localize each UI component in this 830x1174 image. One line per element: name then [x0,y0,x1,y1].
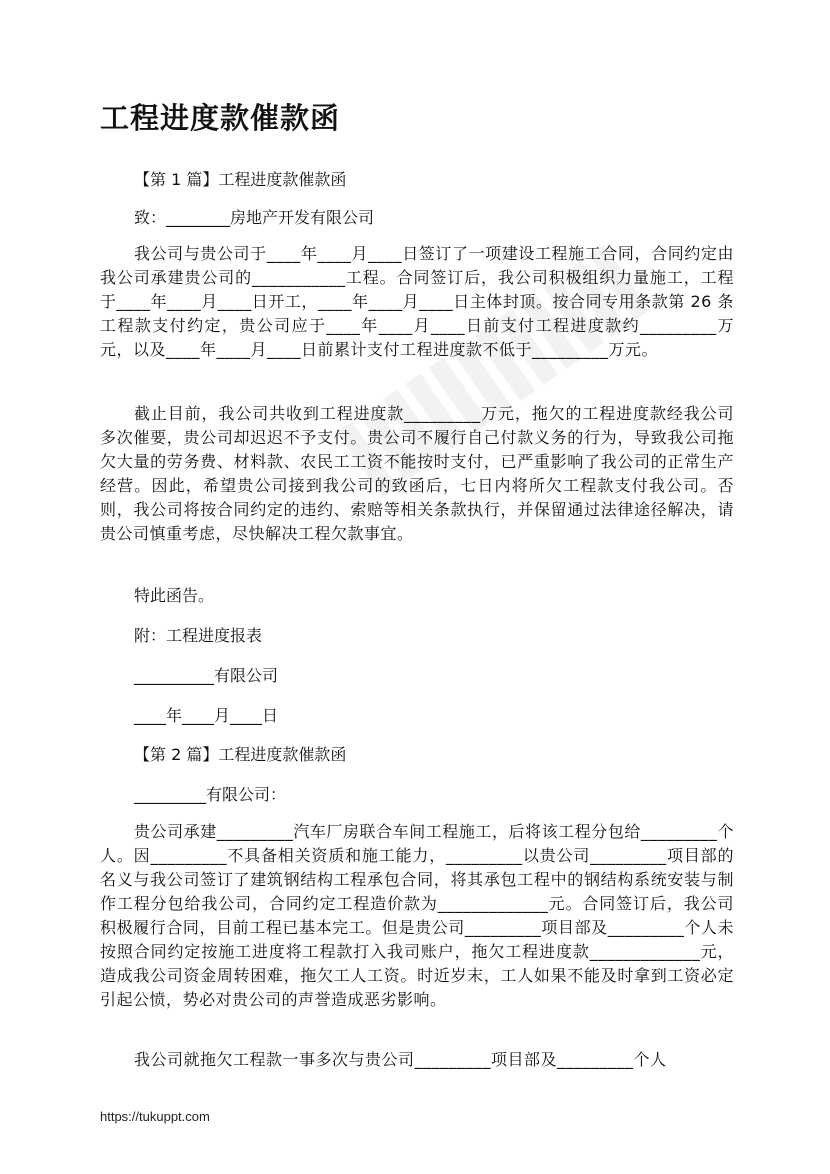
section-2-recipient: _________有限公司： [134,785,287,804]
section-2-heading: 【第 2 篇】工程进度款催款函 [134,745,347,764]
section-1-recipient: 致：________房地产开发有限公司 [134,208,375,227]
footer-url-link[interactable]: https://tukuppt.com [100,1109,210,1124]
section-1-signature: __________有限公司 [134,666,279,685]
section-1-paragraph-2: 截止目前，我公司共收到工程进度款_________万元，拖欠的工程进度款经我公司多次催要，贵公司却迟迟不予支付。贵公司不履行自己付款义务的行为，导致我公司拖欠大量的劳务费、材料款、农民工工资不能按时支付，已严重影响了我公司的正常生产经营。因此，希望贵公司接到我公司的致函后，七日内将所欠工程款支付我公司。否则，我公司将按合同约定的违约、索赔等相关条款执行，并保留通过法律途径解决，请贵公司慎重考虑，尽快解决工程欠款事宜。 [100,404,734,543]
section-1-date: ____年____月____日 [134,706,279,725]
page-title: 工程进度款催款函 [100,101,341,135]
section-1-closing: 特此函告。 [134,586,215,605]
section-1-paragraph-1: 我公司与贵公司于____年____月____日签订了一项建设工程施工合同，合同约定由我公司承建贵公司的___________工程。合同签订后，我公司积极组织力量施工，工程于____年____月____日开工，____年____月____日主体封顶。按合同专用条款第 26 条工程款支付约定，贵公司应于____年____月____日前支付工程进度款约_________万元，以及____年____月____日前累计支付工程进度款不低于_________万元。 [100,244,734,359]
section-2-paragraph-1: 贵公司承建_________汽车厂房联合车间工程施工，后将该工程分包给_________个人。因_________不具备相关资质和施工能力，_________以贵公司_________项目部的名义与我公司签订了建筑钢结构工程承包合同，将其承包工程中的钢结构系统安装与制作工程分包给我公司，合同约定工程造价款为_____________元。合同签订后，我公司积极履行合同，目前工程已基本完工。但是贵公司_________项目部及_________个人未按照合同约定按施工进度将工程款打入我司账户，拖欠工程进度款_____________元，造成我公司资金周转困难，拖欠工人工资。时近岁末，工人如果不能及时拿到工资必定引起公愤，势必对贵公司的声誉造成恶劣影响。 [100,822,734,1009]
section-2-paragraph-2: 我公司就拖欠工程款一事多次与贵公司_________项目部及_________个人 [134,1050,667,1069]
section-1-attachment: 附：工程进度报表 [134,626,263,645]
section-1-heading: 【第 1 篇】工程进度款催款函 [134,170,347,189]
